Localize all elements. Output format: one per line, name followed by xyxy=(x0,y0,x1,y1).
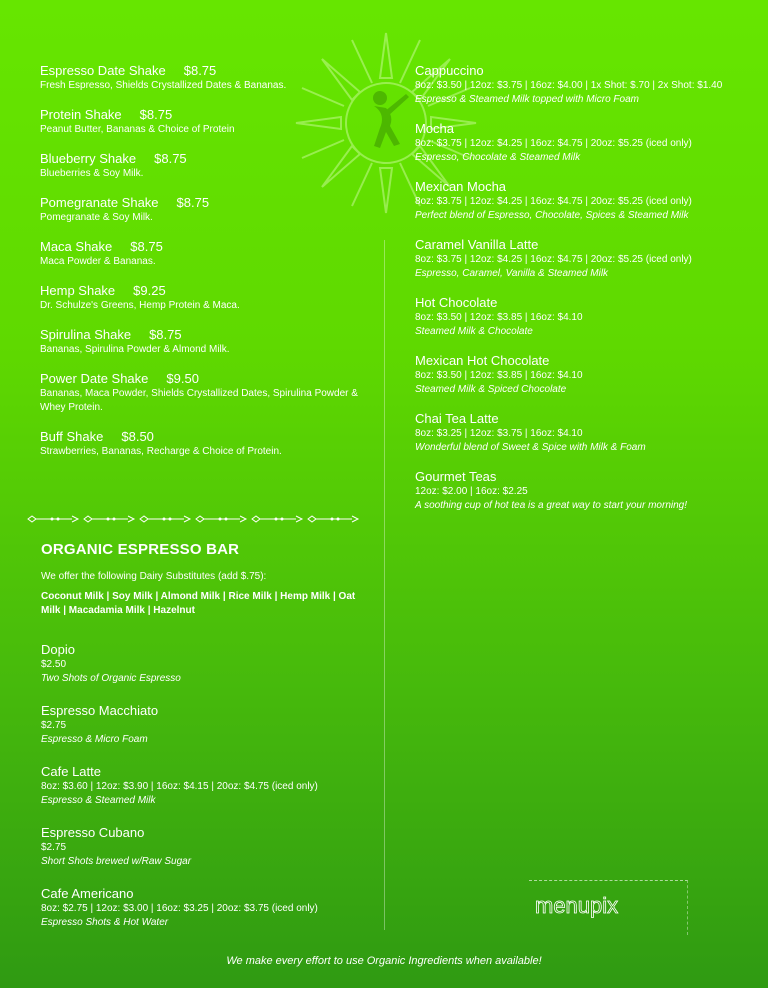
menu-item xyxy=(40,429,360,459)
menu-item xyxy=(40,151,360,181)
item-description: Espresso Shots & Hot Water xyxy=(41,917,169,928)
menupix-watermark xyxy=(529,880,688,935)
menu-item xyxy=(40,283,360,313)
espresso-bar-section xyxy=(41,541,361,947)
menu-item xyxy=(41,825,361,869)
menu-item xyxy=(40,107,360,137)
item-description: Perfect blend of Espresso, Chocolate, Spices & Steamed Milk xyxy=(415,210,689,221)
item-price: $8.75 xyxy=(149,327,182,342)
arrow-ornament-icon xyxy=(26,513,366,525)
menu-item xyxy=(415,353,760,397)
item-prices: 8oz: $3.50 | 12oz: $3.85 | 16oz: $4.10 xyxy=(415,312,583,323)
menu-item xyxy=(40,327,360,357)
menu-item xyxy=(40,239,360,269)
item-name: Mexican Hot Chocolate xyxy=(415,353,550,368)
menu-item xyxy=(41,642,361,686)
item-description: Espresso & Micro Foam xyxy=(41,734,148,745)
item-prices: $2.75 xyxy=(41,842,67,853)
menu-item xyxy=(41,703,361,747)
item-name: Caramel Vanilla Latte xyxy=(415,237,539,252)
item-name: Protein Shake xyxy=(40,107,122,122)
item-description: A soothing cup of hot tea is a great way to start your morning! xyxy=(415,500,687,511)
item-description: Peanut Butter, Bananas & Choice of Protein xyxy=(40,124,235,135)
menu-item xyxy=(40,195,360,225)
item-name: Hot Chocolate xyxy=(415,295,498,310)
item-name: Gourmet Teas xyxy=(415,469,497,484)
item-description: Maca Powder & Bananas. xyxy=(40,256,156,267)
item-description: Espresso & Steamed Milk xyxy=(41,795,156,806)
item-prices: 8oz: $3.50 | 12oz: $3.85 | 16oz: $4.10 xyxy=(415,370,583,381)
item-prices: 8oz: $3.25 | 12oz: $3.75 | 16oz: $4.10 xyxy=(415,428,583,439)
footer-note: We make every effort to use Organic Ingredients when available! xyxy=(226,955,542,967)
item-description: Espresso & Steamed Milk topped with Micro Foam xyxy=(415,94,639,105)
item-name: Chai Tea Latte xyxy=(415,411,499,426)
item-prices: 8oz: $3.75 | 12oz: $4.25 | 16oz: $4.75 | 20oz: $5.25 (iced only) xyxy=(415,254,692,265)
item-prices: 8oz: $3.75 | 12oz: $4.25 | 16oz: $4.75 | 20oz: $5.25 (iced only) xyxy=(415,138,692,149)
menu-item xyxy=(415,469,760,513)
section-title: ORGANIC ESPRESSO BAR xyxy=(41,541,240,558)
item-description: Strawberries, Bananas, Recharge & Choice of Protein. xyxy=(40,446,282,457)
menu-item xyxy=(415,63,760,107)
item-prices: 8oz: $3.50 | 12oz: $3.75 | 16oz: $4.00 | 1x Shot: $.70 | 2x Shot: $1.40 xyxy=(415,80,723,91)
item-description: Blueberries & Soy Milk. xyxy=(40,168,144,179)
item-name: Maca Shake xyxy=(40,239,113,254)
menu-item xyxy=(415,179,760,223)
menu-item xyxy=(41,764,361,808)
item-description: Short Shots brewed w/Raw Sugar xyxy=(41,856,192,867)
item-price: $9.25 xyxy=(133,283,166,298)
menupix-logo-icon xyxy=(533,893,663,919)
menu-item xyxy=(41,886,361,930)
watermark-text: menupix xyxy=(535,893,619,918)
menu-item xyxy=(415,237,760,281)
item-description: Two Shots of Organic Espresso xyxy=(41,673,181,684)
item-prices: 8oz: $3.60 | 12oz: $3.90 | 16oz: $4.15 | 20oz: $4.75 (iced only) xyxy=(41,781,318,792)
item-name: Cafe Americano xyxy=(41,886,134,901)
item-description: Espresso, Caramel, Vanilla & Steamed Milk xyxy=(415,268,609,279)
menu-item xyxy=(415,411,760,455)
item-name: Power Date Shake xyxy=(40,371,149,386)
item-name: Cafe Latte xyxy=(41,764,101,779)
shakes-column xyxy=(40,63,360,473)
menu-item xyxy=(415,295,760,339)
dairy-substitutes-intro: We offer the following Dairy Substitutes (add $.75): xyxy=(41,571,267,582)
item-name: Blueberry Shake xyxy=(40,151,137,166)
item-description: Bananas, Spirulina Powder & Almond Milk. xyxy=(40,344,230,355)
item-prices: 12oz: $2.00 | 16oz: $2.25 xyxy=(415,486,528,497)
item-price: $8.75 xyxy=(176,195,210,210)
item-name: Espresso Date Shake xyxy=(40,63,166,78)
item-name: Espresso Cubano xyxy=(41,825,145,840)
item-description: Steamed Milk & Chocolate xyxy=(415,326,533,337)
item-prices: $2.50 xyxy=(41,659,67,670)
menu-item xyxy=(40,63,360,93)
item-name: Mocha xyxy=(415,121,455,136)
item-price: $9.50 xyxy=(166,371,199,386)
item-description: Espresso, Chocolate & Steamed Milk xyxy=(415,152,581,163)
item-name: Pomegranate Shake xyxy=(40,195,159,210)
item-description: Steamed Milk & Spiced Chocolate xyxy=(415,384,567,395)
item-prices: $2.75 xyxy=(41,720,67,731)
item-name: Spirulina Shake xyxy=(40,327,132,342)
item-description: Dr. Schulze's Greens, Hemp Protein & Maca. xyxy=(40,300,240,311)
item-description: Wonderful blend of Sweet & Spice with Milk & Foam xyxy=(415,442,646,453)
item-name: Dopio xyxy=(41,642,75,657)
item-name: Buff Shake xyxy=(40,429,104,444)
item-price: $8.75 xyxy=(183,63,217,78)
dairy-substitutes-list: Coconut Milk | Soy Milk | Almond Milk | Rice Milk | Hemp Milk | Oat Milk | Macadamia Milk | Hazelnut xyxy=(41,591,356,616)
item-price: $8.50 xyxy=(121,429,154,444)
item-description: Fresh Espresso, Shields Crystallized Dates & Bananas. xyxy=(40,80,287,91)
item-name: Cappuccino xyxy=(415,63,484,78)
menu-item xyxy=(40,371,360,415)
drinks-column xyxy=(415,63,760,527)
item-price: $8.75 xyxy=(154,151,187,166)
column-divider xyxy=(384,240,385,930)
item-name: Hemp Shake xyxy=(40,283,116,298)
item-name: Espresso Macchiato xyxy=(41,703,159,718)
item-name: Mexican Mocha xyxy=(415,179,507,194)
item-prices: 8oz: $2.75 | 12oz: $3.00 | 16oz: $3.25 | 20oz: $3.75 (iced only) xyxy=(41,903,318,914)
item-price: $8.75 xyxy=(130,239,163,254)
item-prices: 8oz: $3.75 | 12oz: $4.25 | 16oz: $4.75 | 20oz: $5.25 (iced only) xyxy=(415,196,692,207)
menu-item xyxy=(415,121,760,165)
item-description: Bananas, Maca Powder, Shields Crystallized Dates, Spirulina Powder & Whey Protein. xyxy=(40,388,358,413)
item-description: Pomegranate & Soy Milk. xyxy=(40,212,153,223)
item-price: $8.75 xyxy=(139,107,173,122)
